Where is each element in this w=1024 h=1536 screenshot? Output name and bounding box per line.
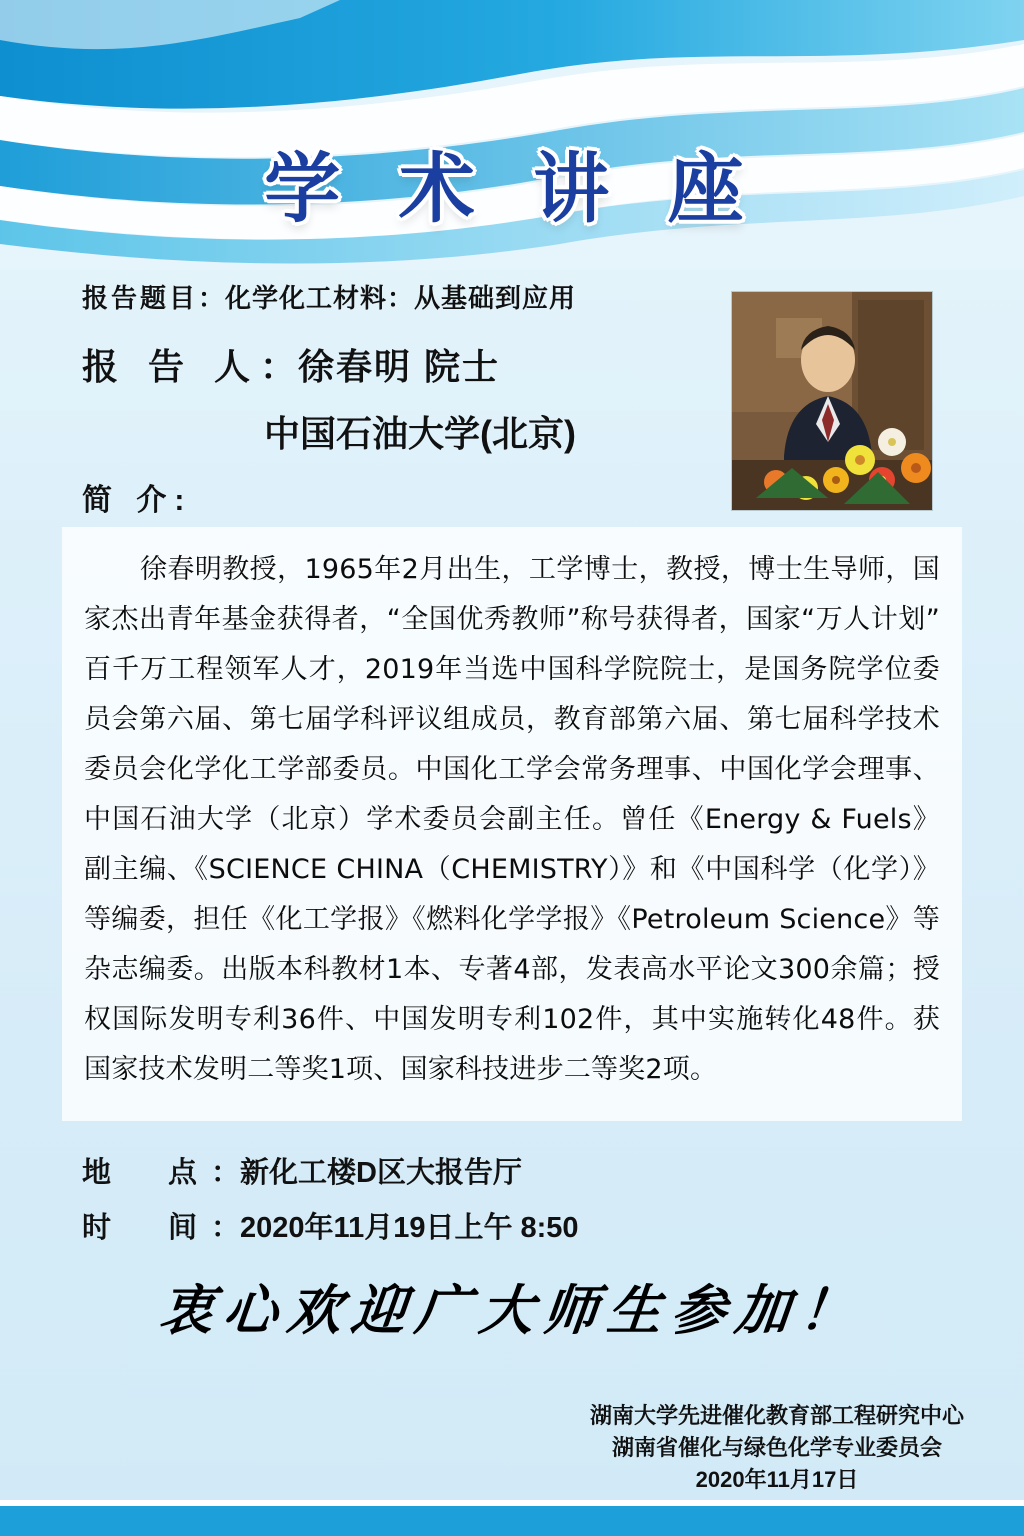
speaker-separator: ： [260, 346, 299, 387]
topic-value: 化学化工材料：从基础到应用 [225, 283, 577, 313]
lecture-info [82, 278, 722, 519]
welcome-message: 衷心欢迎广大师生参加！ [156, 1278, 867, 1342]
bottom-accent-bar [0, 1506, 1024, 1536]
footer-organizer [590, 1400, 964, 1496]
time-row [82, 1205, 579, 1246]
topic-label: 报告题目 [82, 283, 199, 313]
time-value: 2020年11月19日上午 8:50 [240, 1212, 579, 1244]
topic-separator: ： [198, 283, 226, 313]
bio-panel [62, 527, 962, 1121]
speaker-row [82, 339, 722, 390]
bio-text: 徐春明教授，1965年2月出生，工学博士，教授，博士生导师，国家杰出青年基金获得者，“全国优秀教师”称号获得者，国家“万人计划”百千万工程领军人才，2019年当选中国科学院院士，是国务院学位委员会第六届、第七届学科评议组成员，教育部第六届、第七届科学技术委员会化学化工学部委员。中国化工学会常务理事、中国化学会理事、中国石油大学（北京）学术委员会副主任。曾任《Energy & Fuels》副主编、《SCIENCE CHINA（CHEMISTRY）》和《中国科学（化学）》等编委，担任《化工学报》《燃料化学学报》《Petroleum Science》等杂志编委。出版本科教材1本、专著4部，发表高水平论文300余篇；授权国际发明专利36件、中国发明专利102件，其中实施转化48件。获国家技术发明二等奖1项、国家科技进步二等奖2项。 [84, 554, 940, 1085]
time-label: 时 间 [82, 1212, 212, 1244]
speaker-photo [731, 291, 933, 511]
topic-row [82, 278, 722, 315]
time-separator: ： [211, 1212, 241, 1244]
speaker-name: 徐春明 院士 [298, 346, 501, 387]
organizer-line-2: 湖南省催化与绿色化学专业委员会 [611, 1435, 942, 1460]
place-value: 新化工楼D区大报告厅 [240, 1157, 522, 1189]
brief-label: 简 介: [82, 484, 193, 517]
organizer-date: 2020年11月17日 [695, 1467, 859, 1492]
place-row [82, 1150, 522, 1191]
organizer-line-1: 湖南大学先进催化教育部工程研究中心 [589, 1403, 964, 1428]
speaker-photo-image [732, 292, 932, 510]
speaker-affiliation: 中国石油大学(北京) [264, 413, 576, 454]
page-title: 学 术 讲 座 [264, 144, 760, 233]
place-separator: ： [211, 1157, 241, 1189]
speaker-label: 报 告 人 [82, 346, 261, 387]
place-label: 地 点 [82, 1157, 212, 1189]
